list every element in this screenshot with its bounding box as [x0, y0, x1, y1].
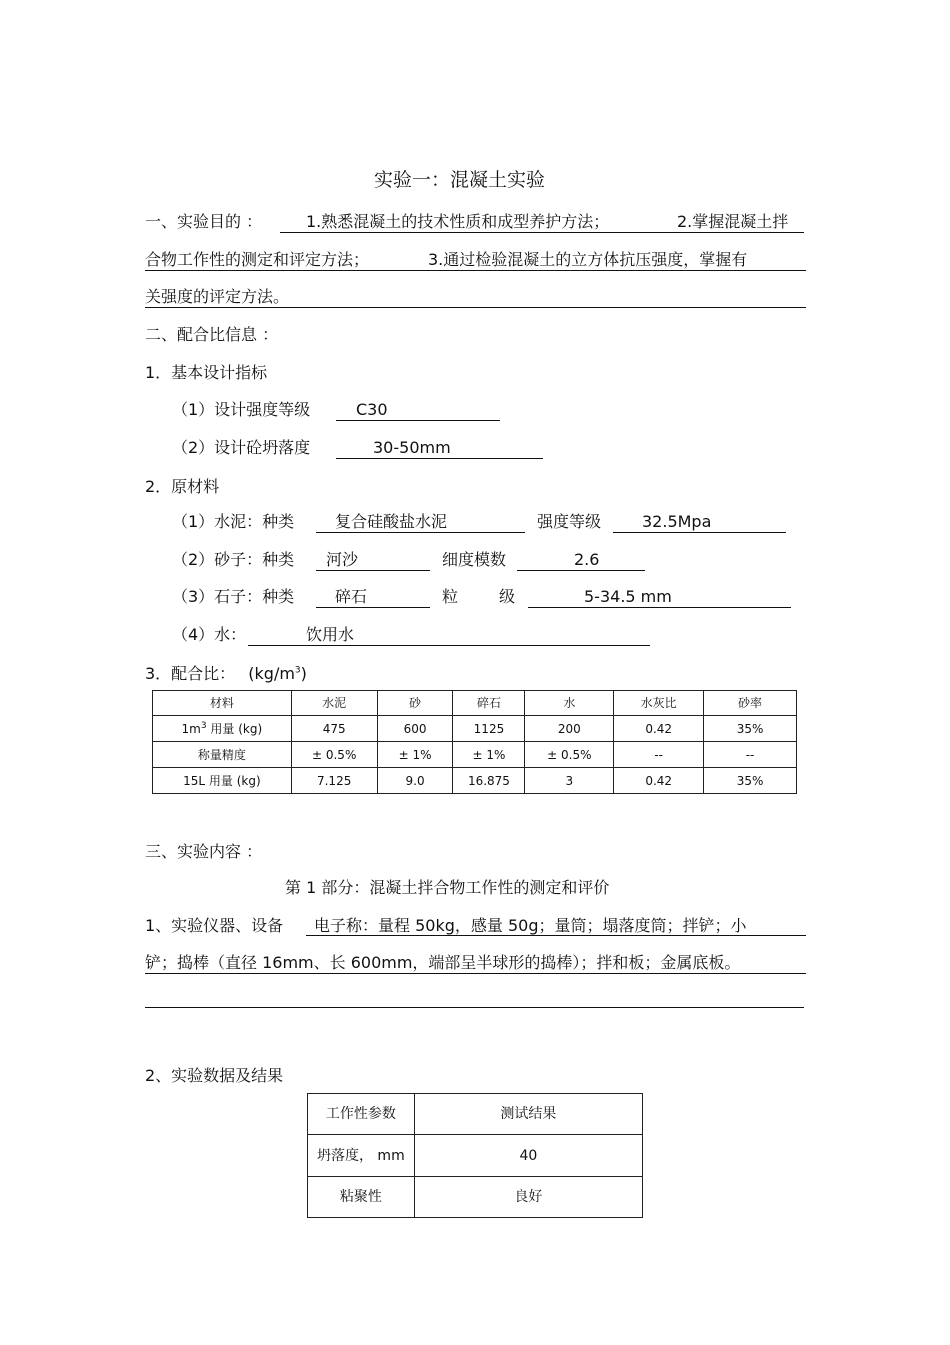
- table-cell: 600: [377, 716, 453, 742]
- table-cell: ± 0.5%: [291, 742, 377, 768]
- equipment-underline-3: [145, 1007, 804, 1008]
- table-row: [308, 1177, 643, 1218]
- stone-grade: 5-34.5 mm: [584, 587, 672, 606]
- mix-table-header: 碎石: [453, 691, 525, 716]
- table-cell: 3: [525, 768, 614, 794]
- table-cell: 200: [525, 716, 614, 742]
- table-cell: 16.875: [453, 768, 525, 794]
- part1-title: 第 1 部分：混凝土拌合物工作性的测定和评价: [285, 878, 610, 897]
- mix-ratio-table: [152, 690, 797, 794]
- mix-ratio-title: 3．配合比：: [145, 664, 236, 683]
- mix-ratio-label: [145, 664, 307, 684]
- table-cell: --: [614, 742, 704, 768]
- particle-grade-label-b: 级: [499, 587, 516, 606]
- table-row: [153, 768, 797, 794]
- mix-table-header: 水泥: [291, 691, 377, 716]
- purpose-line2a: 合物工作性的测定和评定方法；: [145, 250, 370, 269]
- cement-grade-field: [613, 512, 786, 533]
- result-table-header-row: [308, 1094, 643, 1135]
- purpose-line3: 关强度的评定方法。: [145, 287, 290, 306]
- table-cell: 坍落度， mm: [308, 1135, 415, 1177]
- table-cell: 良好: [414, 1177, 642, 1218]
- water-type: 饮用水: [306, 625, 355, 644]
- row-label-sup: 3: [200, 720, 207, 731]
- result-table-header: 工作性参数: [308, 1094, 415, 1135]
- cement-grade: 32.5Mpa: [642, 512, 712, 531]
- purpose-line1: 1.熟悉混凝土的技术性质和成型养护方法；: [306, 212, 610, 231]
- strength-label: （1）设计强度等级: [172, 400, 311, 419]
- mix-ratio-unit-close: ): [300, 664, 307, 683]
- mix-ratio-unit-text: (kg/m: [248, 664, 295, 683]
- cement-grade-label: 强度等级: [537, 512, 602, 531]
- sand-label: （2）砂子：种类: [172, 550, 295, 569]
- purpose-underline-3: [145, 307, 806, 308]
- mix-ratio-unit: [248, 664, 307, 683]
- data-results-label: 2、实验数据及结果: [145, 1066, 284, 1085]
- table-cell: 40: [414, 1135, 642, 1177]
- table-cell: 35%: [704, 768, 797, 794]
- table-cell: 0.42: [614, 768, 704, 794]
- stone-grade-field: [528, 587, 791, 608]
- equipment-underline-2: [145, 973, 806, 974]
- table-cell: 粘聚性: [308, 1177, 415, 1218]
- mix-ratio-unit-sup: 3: [294, 665, 301, 676]
- result-table-header: 测试结果: [414, 1094, 642, 1135]
- table-cell: 475: [291, 716, 377, 742]
- mix-table-header-row: [153, 691, 797, 716]
- mix-table-header: 水灰比: [614, 691, 704, 716]
- table-cell: ± 1%: [453, 742, 525, 768]
- slump-field: [336, 438, 543, 459]
- strength-value: C30: [356, 400, 388, 419]
- fineness-value: 2.6: [574, 550, 600, 569]
- equipment-label: 1、实验仪器、设备: [145, 916, 284, 935]
- purpose-line1b: 2.掌握混凝土拌: [677, 212, 789, 231]
- sand-type: 河沙: [326, 550, 359, 569]
- table-row: [308, 1135, 643, 1177]
- table-row: [153, 716, 797, 742]
- mix-info-label: 二、配合比信息 ：: [145, 325, 279, 344]
- table-cell: --: [704, 742, 797, 768]
- mix-table-header: 砂: [377, 691, 453, 716]
- raw-material-label: 2．原材料: [145, 477, 220, 496]
- strength-field: [336, 400, 500, 421]
- purpose-label: 一、实验目的 ：: [145, 212, 263, 231]
- cement-type-field: [316, 512, 525, 533]
- table-cell: 35%: [704, 716, 797, 742]
- water-type-field: [248, 625, 650, 646]
- table-cell: 9.0: [377, 768, 453, 794]
- sand-type-field: [316, 550, 430, 571]
- equipment-line2: 铲；捣棒（直径 16mm、长 600mm，端部呈半球形的捣棒）；拌和板；金属底板。: [145, 953, 741, 972]
- mix-table-row-label: 称量精度: [153, 742, 292, 768]
- cement-type: 复合硅酸盐水泥: [335, 512, 448, 531]
- mix-table-row-label: 15L 用量 (kg): [153, 768, 292, 794]
- equipment-line1: 电子称：量程 50kg，感量 50g；量筒；塌落度筒；拌铲；小: [314, 916, 747, 935]
- mix-table-header: 砂率: [704, 691, 797, 716]
- particle-grade-label-a: 粒: [442, 587, 459, 606]
- slump-label: （2）设计砼坍落度: [172, 438, 311, 457]
- purpose-underline-1: [280, 232, 804, 233]
- purpose-underline-2: [145, 270, 806, 271]
- table-cell: ± 1%: [377, 742, 453, 768]
- basic-index-label: 1．基本设计指标: [145, 363, 268, 382]
- purpose-line2b: 3.通过检验混凝土的立方体抗压强度，掌握有: [428, 250, 748, 269]
- table-row: [153, 742, 797, 768]
- cement-label: （1）水泥：种类: [172, 512, 295, 531]
- result-table: [307, 1093, 643, 1218]
- mix-table-row-label: [153, 716, 292, 742]
- row-label-unit: 用量 (kg): [206, 721, 263, 736]
- experiment-content-label: 三、实验内容 ：: [145, 842, 263, 861]
- table-cell: 0.42: [614, 716, 704, 742]
- page-title: 实验一：混凝土实验: [374, 169, 546, 191]
- fineness-field: [517, 550, 645, 571]
- table-cell: 1125: [453, 716, 525, 742]
- table-cell: ± 0.5%: [525, 742, 614, 768]
- water-label: （4）水：: [172, 625, 247, 644]
- fineness-label: 细度模数: [442, 550, 507, 569]
- stone-type: 碎石: [335, 587, 368, 606]
- slump-value: 30-50mm: [373, 438, 451, 457]
- table-cell: 7.125: [291, 768, 377, 794]
- row-label-text: 1m: [181, 721, 201, 736]
- mix-table-header: 水: [525, 691, 614, 716]
- stone-label: （3）石子：种类: [172, 587, 295, 606]
- mix-table-header: 材料: [153, 691, 292, 716]
- stone-type-field: [316, 587, 430, 608]
